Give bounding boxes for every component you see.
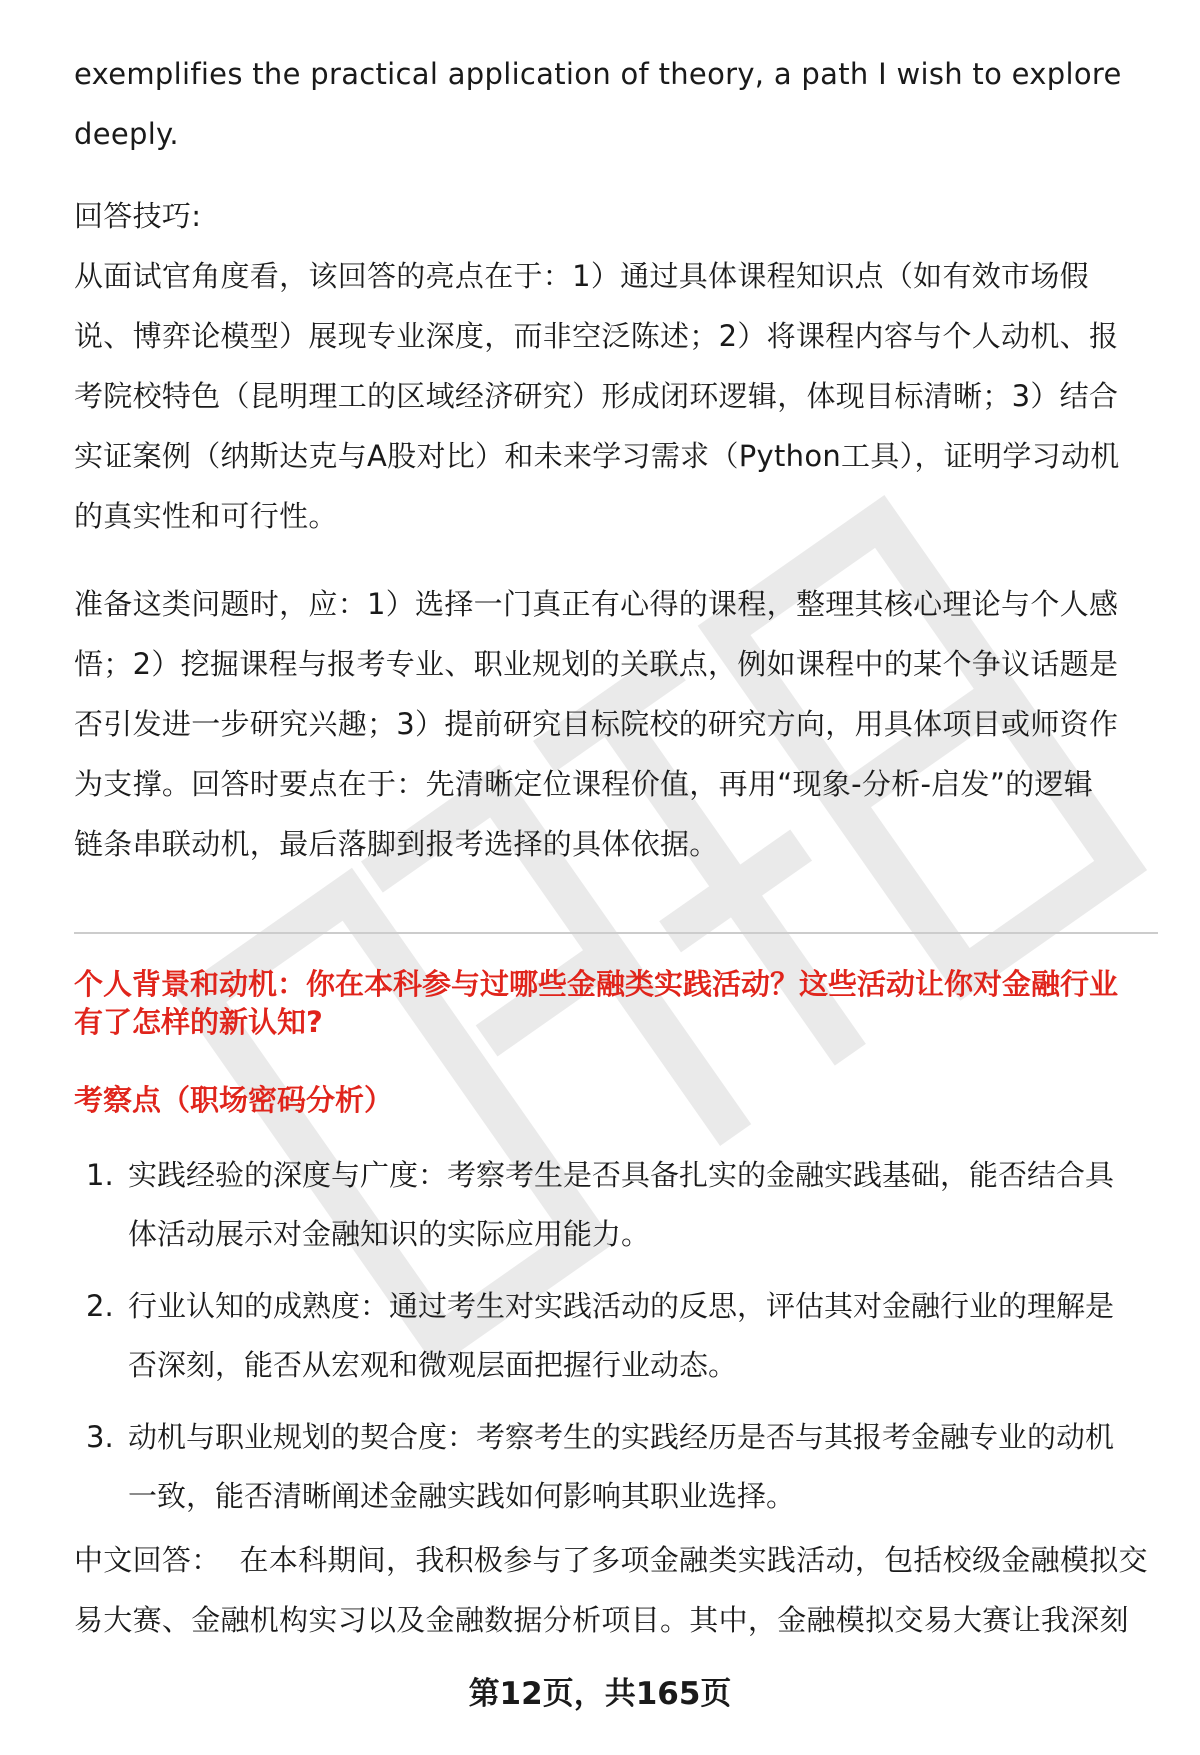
list-item-number: 2. [86, 1289, 114, 1323]
tips-p2-line: 悟；2）挖掘课程与报考专业、职业规划的关联点，例如课程中的某个争议话题是 [74, 647, 1119, 681]
list-item [74, 1146, 1164, 1264]
tips-p1-line: 考院校特色（昆明理工的区域经济研究）形成闭环逻辑，体现目标清晰；3）结合 [74, 379, 1119, 413]
intro-line-1: exemplifies the practical application of theory, a path I wish to explore [74, 57, 1122, 91]
tips-p2-line: 否引发进一步研究兴趣；3）提前研究目标院校的研究方向，用具体项目或师资作 [74, 707, 1119, 741]
list-item-line: 一致，能否清晰阐述金融实践如何影响其职业选择。 [128, 1479, 796, 1513]
tips-p1-line: 的真实性和可行性。 [74, 499, 338, 533]
list-item [74, 1277, 1164, 1395]
tips-p1-line: 从面试官角度看，该回答的亮点在于：1）通过具体课程知识点（如有效市场假 [74, 259, 1089, 293]
tips-p2-line: 准备这类问题时，应：1）选择一门真正有心得的课程，整理其核心理论与个人感 [74, 587, 1119, 621]
list-item-line: 体活动展示对金融知识的实际应用能力。 [128, 1217, 651, 1251]
list-item-number: 1. [86, 1158, 114, 1192]
tips-p2-line: 链条串联动机，最后落脚到报考选择的具体依据。 [74, 827, 719, 861]
list-item-number: 3. [86, 1420, 114, 1454]
page-content [74, 44, 1160, 874]
tips-p1-line: 说、博弈论模型）展现专业深度，而非空泛陈述；2）将课程内容与个人动机、报 [74, 319, 1119, 353]
tips-p2-line: 为支撑。回答时要点在于：先清晰定位课程价值，再用“现象-分析-启发”的逻辑 [74, 767, 1094, 801]
answer-line-2: 易大赛、金融机构实习以及金融数据分析项目。其中，金融模拟交易大赛让我深刻 [74, 1603, 1129, 1637]
tips-p1-line: 实证案例（纳斯达克与A股对比）和未来学习需求（Python工具），证明学习动机 [74, 439, 1120, 473]
question-line-2: 有了怎样的新认知? [74, 1005, 323, 1039]
tips-heading: 回答技巧: [74, 199, 202, 233]
analysis-title: 考察点（职场密码分析） [74, 1083, 394, 1117]
answer-section [74, 1530, 1164, 1650]
section-divider [74, 932, 1158, 934]
question-title [74, 965, 1164, 1041]
page-number: 第12页，共165页 [468, 1676, 732, 1712]
list-item-line: 动机与职业规划的契合度：考察考生的实践经历是否与其报考金融专业的动机 [128, 1420, 1115, 1454]
list-item [74, 1408, 1164, 1526]
list-item-line: 行业认知的成熟度：通过考生对实践活动的反思，评估其对金融行业的理解是 [128, 1289, 1115, 1323]
intro-line-2: deeply. [74, 117, 179, 151]
list-item-line: 实践经验的深度与广度：考察考生是否具备扎实的金融实践基础，能否结合具 [128, 1158, 1115, 1192]
question-line-1: 个人背景和动机：你在本科参与过哪些金融类实践活动？这些活动让你对金融行业 [74, 967, 1119, 1001]
answer-line-1: 中文回答： 在本科期间，我积极参与了多项金融类实践活动，包括校级金融模拟交 [74, 1543, 1148, 1577]
list-item-line: 否深刻，能否从宏观和微观层面把握行业动态。 [128, 1348, 738, 1382]
analysis-list [74, 1146, 1164, 1539]
